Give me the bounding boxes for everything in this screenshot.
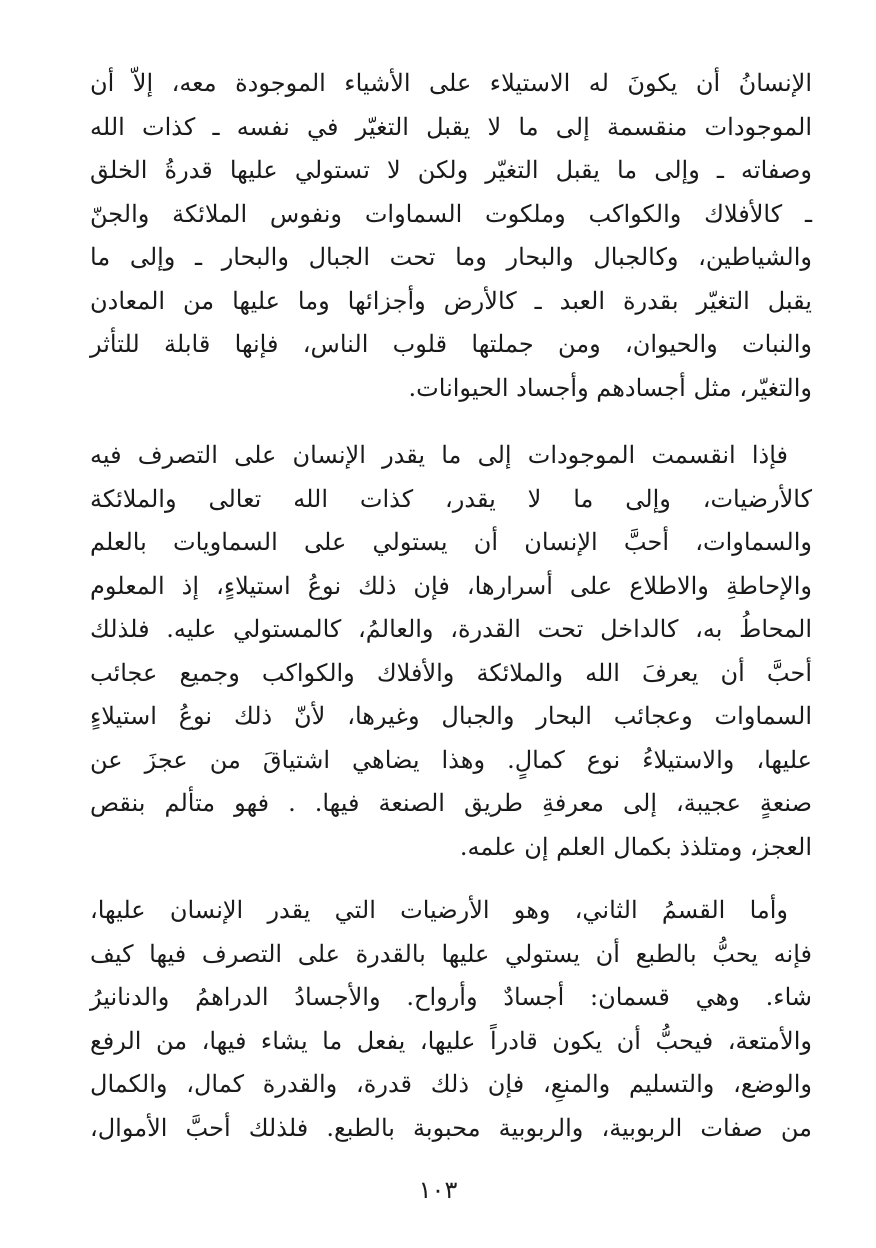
paragraph-spacer: [90, 410, 812, 434]
text-line: الإنسانُ أن يكونَ له الاستيلاء على الأشياء الموجودة معه، إلاّ أن: [90, 69, 812, 97]
text-line: وأما القسمُ الثاني، وهو الأرضيات التي يقدر الإنسان عليها،: [90, 896, 788, 924]
text-line: والشياطين، وكالجبال والبحار وما تحت الجبال والبحار ـ وإلى ما: [90, 243, 813, 271]
text-line: ـ كالأفلاك والكواكب وملكوت السماوات ونفوس الملائكة والجنّ: [90, 199, 812, 228]
text-line: والنبات والحيوان، ومن جملتها قلوب الناس، فإنها قابلة للتأثر: [90, 330, 812, 358]
text-line: وصفاته ـ وإلى ما يقبل التغيّر ولكن لا تستولي عليها قدرةُ الخلق: [90, 156, 812, 184]
paragraph-1: [90, 62, 812, 410]
text-line: يقبل التغيّر بقدرة العبد ـ كالأرض وأجزائها وما عليها من المعادن: [90, 286, 812, 315]
text-line: والتغيّر، مثل أجسادهم وأجساد الحيوانات.: [408, 373, 812, 402]
text-line: والأمتعة، فيحبُّ أن يكون قادراً عليها، يفعل ما يشاء فيها، من الرفع: [90, 1026, 812, 1055]
text-line: فإنه يحبُّ بالطبع أن يستولي عليها بالقدرة على التصرف فيها كيف: [90, 939, 812, 968]
text-line: والسماوات، أحبَّ الإنسان أن يستولي على السماويات بالعلم: [90, 528, 812, 556]
text-line: أحبَّ أن يعرفَ الله والملائكة والأفلاك والكواكب وجميع عجائب: [90, 658, 812, 687]
page-number: ١٠٣: [418, 1176, 458, 1204]
text-line: الموجودات منقسمة إلى ما لا يقبل التغيّر في نفسه ـ كذات الله: [90, 112, 812, 141]
paragraph-spacer: [90, 869, 812, 889]
paragraph-3: [90, 889, 812, 1150]
paragraph-2: [90, 434, 812, 869]
text-line: والوضع، والتسليم والمنعِ، فإن ذلك قدرة، والقدرة كمال، والكمال: [90, 1070, 812, 1098]
text-line: فإذا انقسمت الموجودات إلى ما يقدر الإنسان على التصرف فيه: [90, 441, 788, 469]
text-line: صنعةٍ عجيبة، إلى معرفةِ طريق الصنعة فيها. . فهو متألم بنقص: [90, 789, 812, 817]
book-page: [90, 62, 812, 1162]
text-line: شاء. وهي قسمان: أجسادٌ وأرواح. والأجسادُ الدراهمُ والدنانيرُ: [90, 983, 812, 1011]
text-line: والإحاطةِ والاطلاع على أسرارها، فإن ذلك نوعُ استيلاءٍ، إذ المعلوم: [90, 571, 813, 600]
text-line: السماوات وعجائب البحار والجبال وغيرها، لأنّ ذلك نوعُ استيلاءٍ: [90, 702, 812, 730]
text-line: عليها، والاستيلاءُ نوع كمالٍ. وهذا يضاهي اشتياقَ من عجزَ عن: [90, 745, 813, 774]
text-line: من صفات الربوبية، والربوبية محبوبة بالطبع. فلذلك أحبَّ الأموال،: [90, 1113, 812, 1142]
text-line: المحاطُ به، كالداخل تحت القدرة، والعالمُ، كالمستولي عليه. فلذلك: [90, 615, 812, 643]
text-line: العجز، ومتلذذ بكمال العلم إن علمه.: [459, 832, 812, 861]
text-line: كالأرضيات، وإلى ما لا يقدر، كذات الله تعالى والملائكة: [90, 484, 812, 513]
